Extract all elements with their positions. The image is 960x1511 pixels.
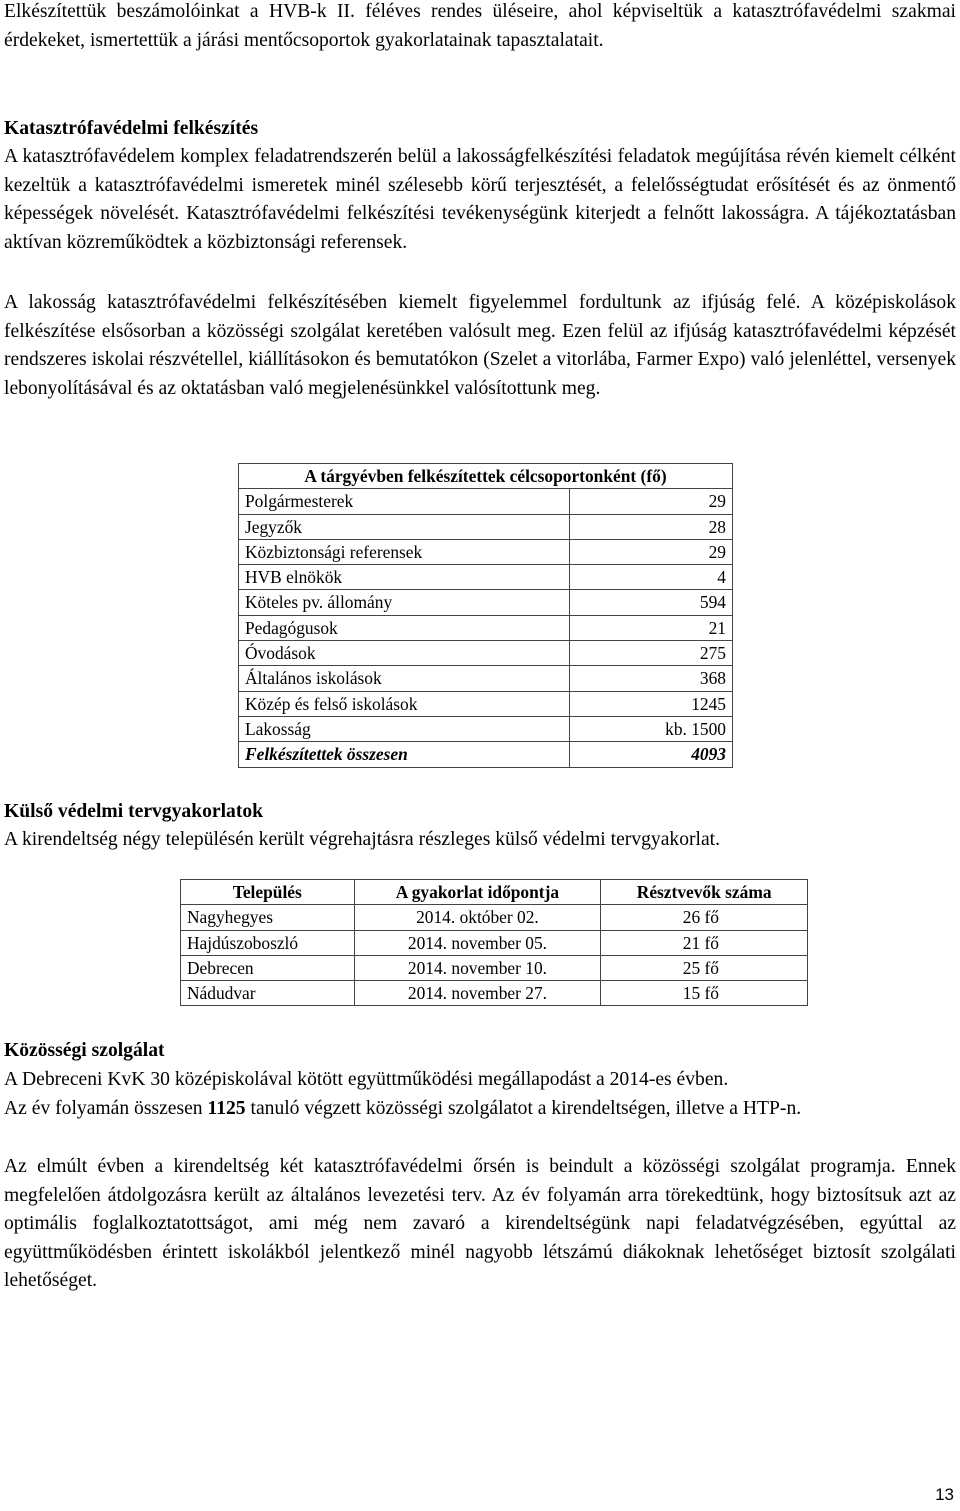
row-label: Közbiztonsági referensek — [239, 539, 570, 564]
kozossegi-p2-start: Az év folyamán összesen — [4, 1098, 208, 1119]
row-label: Köteles pv. állomány — [239, 590, 570, 615]
date-cell: 2014. november 27. — [354, 981, 601, 1006]
table-row — [239, 539, 733, 564]
student-count: 1125 — [207, 1098, 246, 1119]
row-value: 594 — [570, 590, 733, 615]
felkeszites-paragraph-1: A katasztrófavédelem komplex feladatrendszerén belül a lakosságfelkészítési feladatok megújítása révén kiemelt célként kezeltük a katasztrófavédelmi ismeretek minél szélesebb körű terjesztését, a felelősségtudat erősítését és az önmentő képességek növelését. Katasztrófavédelmi felkészítési tevékenységünk kiterjedt a felnőtt lakosságra. A tájékoztatásban aktívan közreműködtek a közbiztonsági referensek. — [4, 146, 956, 253]
table-header-row — [181, 880, 808, 905]
table-row — [181, 955, 808, 980]
town-cell: Hajdúszoboszló — [181, 930, 355, 955]
table-row — [239, 641, 733, 666]
table-row — [239, 691, 733, 716]
column-header: Résztvevők száma — [601, 880, 808, 905]
column-header: A gyakorlat időpontja — [354, 880, 601, 905]
row-value: 368 — [570, 666, 733, 691]
table-total-row — [239, 742, 733, 767]
table-row — [181, 981, 808, 1006]
intro-paragraph: Elkészítettük beszámolóinkat a HVB-k II. féléves rendes üléseire, ahol képviseltük a katasztrófavédelmi szakmai érdekeket, ismertettük a járási mentőcsoportok gyakorlatainak tapasztalatait. — [4, 1, 956, 51]
row-value: 28 — [570, 514, 733, 539]
felkeszites-paragraph-2: A lakosság katasztrófavédelmi felkészítésében kiemelt figyelemmel fordultunk az ifjúság felé. A középiskolások felkészítése elsősorban a közösségi szolgálat keretében valósult meg. Ezen felül az ifjúság katasztrófavédelmi képzését rendszeres iskolai részvétellel, kiállításokon és bemutatókon (Szelet a vitorlába, Farmer Expo) való jelenléttel, versenyek lebonyolításával és az oktatásban való megjelenésünkkel valósítottunk meg. — [4, 292, 956, 399]
row-label: Jegyzők — [239, 514, 570, 539]
kozossegi-paragraph-3: Az elmúlt évben a kirendeltség két katasztrófavédelmi őrsén is beindult a közösségi szolgálat programja. Ennek megfelelően átdolgozásra került az általános levezetési terv. Az év folyamán arra törekedtünk, hogy biztosítsuk azt az optimális foglalkoztatottságot, ami még nem zavaró a kirendeltségünk napi feladatvégzésében, egyúttal az együttműködésben érintett iskolákból jelentkező minél nagyobb létszámú diákoknak lehetőséget biztosít szolgálati lehetőséget. — [4, 1156, 956, 1292]
total-label: Felkészítettek összesen — [239, 742, 570, 767]
row-value: 1245 — [570, 691, 733, 716]
exercise-table — [180, 879, 808, 1006]
table-header-row — [239, 464, 733, 489]
participants-cell: 25 fő — [601, 955, 808, 980]
kozossegi-paragraph-2 — [4, 1095, 956, 1124]
table-row — [181, 930, 808, 955]
target-group-table — [238, 463, 733, 768]
row-value: 29 — [570, 489, 733, 514]
page-number: 13 — [935, 1485, 954, 1504]
row-label: Óvodások — [239, 641, 570, 666]
table-row — [239, 615, 733, 640]
kozossegi-paragraph-1: A Debreceni KvK 30 középiskolával kötött együttműködési megállapodást a 2014-es évben. — [4, 1069, 729, 1090]
date-cell: 2014. október 02. — [354, 905, 601, 930]
row-label: HVB elnökök — [239, 565, 570, 590]
row-label: Polgármesterek — [239, 489, 570, 514]
row-value: 4 — [570, 565, 733, 590]
participants-cell: 26 fő — [601, 905, 808, 930]
participants-cell: 21 fő — [601, 930, 808, 955]
kozossegi-p2-end: tanuló végzett közösségi szolgálatot a kirendeltségen, illetve a HTP-n. — [245, 1098, 802, 1119]
row-label: Lakosság — [239, 716, 570, 741]
table-row — [239, 489, 733, 514]
row-label: Általános iskolások — [239, 666, 570, 691]
row-value: 21 — [570, 615, 733, 640]
town-cell: Nádudvar — [181, 981, 355, 1006]
date-cell: 2014. november 05. — [354, 930, 601, 955]
section-title-tervgyakorlatok: Külső védelmi tervgyakorlatok — [4, 801, 264, 822]
town-cell: Nagyhegyes — [181, 905, 355, 930]
table-row — [239, 565, 733, 590]
section-title-felkeszites: Katasztrófavédelmi felkészítés — [4, 118, 259, 139]
date-cell: 2014. november 10. — [354, 955, 601, 980]
row-label: Közép és felső iskolások — [239, 691, 570, 716]
row-value: 275 — [570, 641, 733, 666]
town-cell: Debrecen — [181, 955, 355, 980]
column-header: Település — [181, 880, 355, 905]
participants-cell: 15 fő — [601, 981, 808, 1006]
row-value: kb. 1500 — [570, 716, 733, 741]
table-header: A tárgyévben felkészítettek célcsoportonként (fő) — [239, 464, 733, 489]
total-value: 4093 — [570, 742, 733, 767]
table-row — [239, 514, 733, 539]
table-row — [181, 905, 808, 930]
section-title-kozossegi-szolgalat: Közösségi szolgálat — [4, 1040, 165, 1061]
table-row — [239, 716, 733, 741]
table-row — [239, 590, 733, 615]
row-value: 29 — [570, 539, 733, 564]
row-label: Pedagógusok — [239, 615, 570, 640]
tervgyakorlatok-paragraph: A kirendeltség négy településén került végrehajtásra részleges külső védelmi tervgyakorlat. — [4, 829, 721, 850]
table-row — [239, 666, 733, 691]
